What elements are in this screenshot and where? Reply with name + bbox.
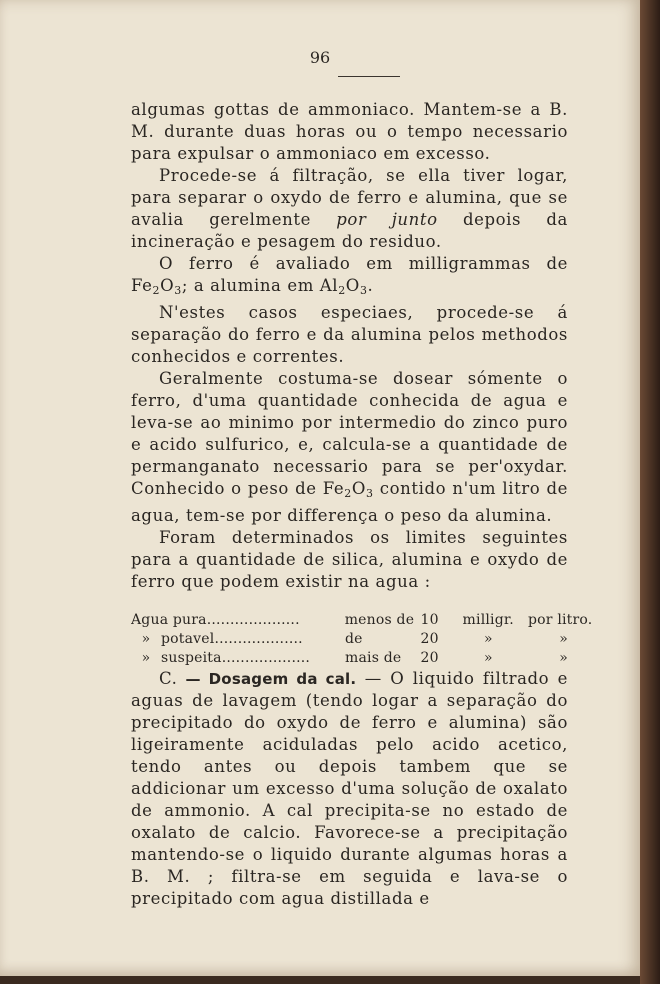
p5-text-a: Geralmente costuma-se dosear sómente o ferro, d'uma quantidade conhecida de agua e leva-se ao minimo por intermedio do zinco puro e acido sulfurico, e, calcula-se a quantidade de permanganato necessario para se per'oxydar. Conhecido o peso de Fe	[131, 369, 568, 498]
limits-unit: milligr.	[462, 612, 514, 628]
p3-text-d: O	[345, 276, 360, 295]
paragraph-2-emphasis: por junto	[336, 210, 438, 229]
section-c-text: — O liquido filtrado e aguas de lavagem (tendo logar a separação do precipitado do oxydo de ferro e alumina) são ligeiramente aciduladas pelo acido acetico, tendo antes ou depois tambem que se addicionar um excesso d'uma solução de oxalato de ammonio. A cal precipita-se no estado de oxalato de calcio. Favorece-se a precipitação mantendo-se o liquido durante algumas horas a B. M. ; filtra-se em seguida e lava-se o precipitado com agua distillada e	[131, 669, 568, 908]
limits-value: 20	[420, 631, 439, 647]
section-c-paragraph	[131, 668, 568, 910]
limits-label	[131, 630, 345, 649]
limits-relation: de	[345, 631, 363, 647]
limits-row	[131, 630, 568, 649]
header-rule	[338, 76, 400, 77]
limits-unit-per: »	[559, 650, 568, 666]
p3-sub-3: 2	[338, 284, 346, 297]
p3-text-b: O	[160, 276, 175, 295]
limits-name: potavel	[161, 631, 215, 647]
section-c-heading: — Dosagem da cal.	[177, 670, 357, 688]
limits-unit: »	[483, 631, 493, 647]
dot-leader: ....................	[206, 612, 300, 628]
paragraph-6: Foram determinados os limites seguintes para a quantidade de silica, alumina e oxydo de ferro que podem existir na agua :	[131, 528, 568, 591]
limits-label	[131, 611, 345, 630]
p3-sub-4: 3	[359, 284, 368, 297]
paragraph-4: N'estes casos especiaes, procede-se á separação do ferro e da alumina pelos methodos conhecidos e correntes.	[131, 303, 568, 366]
limits-prefix: »	[141, 650, 151, 666]
limits-unit: »	[483, 650, 493, 666]
body-text	[131, 99, 593, 910]
limits-value: 20	[420, 650, 439, 666]
p3-text-c: ; a alumina em Al	[181, 276, 339, 295]
paragraph-2-text-a: Procede-se á filtração, se ella tiver logar, para separar o oxydo de ferro e alumina, que se avalia gerelmente	[131, 166, 568, 229]
limits-relation: menos de	[344, 612, 415, 628]
paragraph-3	[131, 253, 568, 302]
limits-unit-per: por litro.	[527, 612, 593, 628]
limits-name: Agua pura	[131, 612, 207, 628]
limits-prefix: »	[141, 631, 151, 647]
paragraph-1: algumas gottas de ammoniaco. Mantem-se a B. M. durante duas horas ou o tempo necessario para expulsar o ammoniaco em excesso.	[131, 100, 568, 163]
book-spine	[640, 0, 660, 984]
limits-label	[131, 649, 345, 668]
limits-unit-per: »	[559, 631, 568, 647]
dot-leader: ...................	[214, 631, 303, 647]
page-number: 96	[309, 48, 331, 67]
p3-sub-2: 3	[174, 284, 182, 297]
p3-text-e: .	[367, 276, 374, 295]
p5-text-c: contido n'um litro de agua, tem-se por differença o peso da alumina.	[131, 479, 568, 525]
p5-sub-1: 2	[344, 487, 352, 500]
paragraph-2	[131, 165, 568, 253]
p5-text-b: O	[351, 479, 367, 498]
p3-text-a: O ferro é avaliado em milligrammas de Fe	[131, 254, 568, 295]
limits-row	[131, 611, 593, 630]
dot-leader: ...................	[221, 650, 311, 666]
limits-name: suspeita	[161, 650, 222, 666]
limits-table	[131, 611, 593, 668]
limits-relation: mais de	[345, 650, 402, 666]
paragraph-2-text-b: depois da incineração e pesagem do residuo.	[131, 210, 568, 251]
limits-row	[131, 649, 568, 668]
p5-sub-2: 3	[366, 487, 374, 500]
p3-sub-1: 2	[152, 284, 161, 297]
limits-value: 10	[420, 612, 439, 628]
section-c-label: C.	[159, 669, 178, 688]
paragraph-5	[131, 368, 568, 527]
